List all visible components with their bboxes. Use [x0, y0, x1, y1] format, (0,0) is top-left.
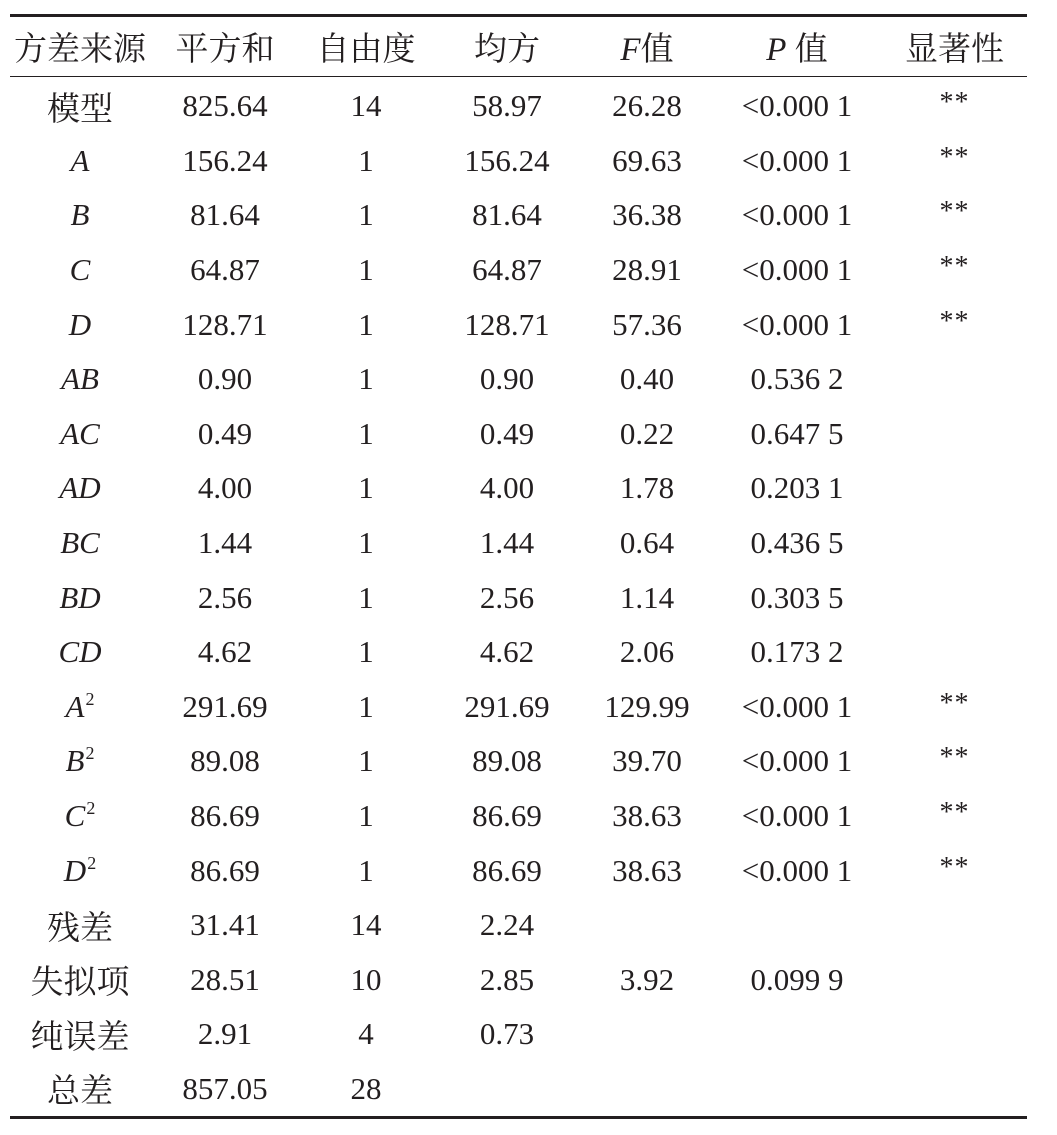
cell-sum-squares-text: 89.08 — [190, 743, 260, 779]
cell-significance — [882, 77, 1027, 134]
table-row — [10, 843, 1027, 898]
cell-df-text: 1 — [358, 743, 374, 779]
source-superscript: 2 — [85, 688, 95, 709]
cell-significance — [882, 734, 1027, 789]
cell-df-text: 28 — [350, 1070, 382, 1106]
cell-df-text: 1 — [358, 579, 374, 615]
cell-mean-square — [432, 680, 582, 735]
cell-p-value-text: 0.203 1 — [750, 470, 844, 506]
source-superscript: 2 — [87, 852, 97, 873]
cell-sum-squares — [150, 843, 300, 898]
cell-f-value-text: 0.22 — [619, 415, 675, 451]
cell-df — [300, 789, 432, 844]
cell-significance-text: ** — [939, 251, 970, 283]
cell-df-text: 1 — [358, 306, 374, 342]
cell-sum-squares-text: 0.90 — [197, 361, 253, 397]
cell-sum-squares — [150, 734, 300, 789]
cell-sum-squares — [150, 1062, 300, 1118]
source-label: 纯误差 — [30, 1019, 130, 1056]
cell-p-value-text: <0.000 1 — [741, 88, 853, 124]
header-f-letter: F — [620, 32, 641, 68]
cell-f-value — [582, 625, 712, 680]
cell-df — [300, 734, 432, 789]
cell-p-value — [712, 77, 882, 134]
header-sum-squares: 平方和 — [175, 32, 275, 68]
cell-df-text: 1 — [358, 798, 374, 834]
cell-df — [300, 134, 432, 189]
cell-mean-square-text: 0.49 — [479, 415, 535, 451]
source-label: BC — [60, 525, 100, 561]
table-row — [10, 516, 1027, 571]
cell-p-value — [712, 461, 882, 516]
cell-df — [300, 570, 432, 625]
cell-p-value-text: 0.536 2 — [750, 361, 844, 397]
header-p-word: 值 — [794, 32, 828, 68]
cell-mean-square-text: 156.24 — [464, 142, 550, 178]
cell-significance — [882, 516, 1027, 571]
cell-p-value-text: <0.000 1 — [741, 743, 853, 779]
cell-source — [10, 1007, 150, 1062]
table-row — [10, 1007, 1027, 1062]
cell-p-value-text: <0.000 1 — [741, 852, 853, 888]
cell-f-value — [582, 297, 712, 352]
cell-mean-square — [432, 789, 582, 844]
cell-mean-square-text: 2.56 — [479, 579, 535, 615]
cell-f-value-text: 38.63 — [612, 798, 682, 834]
cell-p-value — [712, 134, 882, 189]
cell-f-value-text: 129.99 — [604, 688, 690, 724]
cell-p-value — [712, 1007, 882, 1062]
cell-p-value — [712, 734, 882, 789]
cell-source — [10, 680, 150, 735]
cell-df — [300, 843, 432, 898]
cell-sum-squares-text: 86.69 — [190, 852, 260, 888]
cell-sum-squares — [150, 953, 300, 1008]
table-row — [10, 243, 1027, 298]
cell-significance-text: ** — [939, 305, 970, 337]
cell-mean-square — [432, 188, 582, 243]
table-row — [10, 297, 1027, 352]
cell-p-value-text: 0.436 5 — [750, 525, 844, 561]
cell-significance — [882, 297, 1027, 352]
table-body — [10, 77, 1027, 1118]
cell-p-value — [712, 625, 882, 680]
cell-significance — [882, 570, 1027, 625]
cell-df — [300, 461, 432, 516]
table-row — [10, 352, 1027, 407]
cell-f-value — [582, 243, 712, 298]
header-p-letter: P — [766, 32, 787, 68]
cell-sum-squares — [150, 1007, 300, 1062]
cell-df — [300, 1062, 432, 1118]
cell-p-value — [712, 953, 882, 1008]
cell-sum-squares — [150, 188, 300, 243]
cell-significance-text: ** — [939, 742, 970, 774]
cell-p-value — [712, 407, 882, 462]
cell-significance — [882, 134, 1027, 189]
source-label: D — [68, 306, 92, 342]
cell-f-value — [582, 1007, 712, 1062]
cell-significance-text: ** — [939, 797, 970, 829]
cell-mean-square — [432, 516, 582, 571]
header-source: 方差来源 — [14, 32, 146, 68]
cell-mean-square — [432, 461, 582, 516]
cell-source — [10, 297, 150, 352]
table-row — [10, 77, 1027, 134]
source-label: 失拟项 — [30, 965, 130, 1002]
cell-sum-squares-text: 81.64 — [190, 197, 260, 233]
cell-source — [10, 134, 150, 189]
cell-source — [10, 625, 150, 680]
cell-source — [10, 77, 150, 134]
cell-mean-square — [432, 134, 582, 189]
cell-p-value-text: <0.000 1 — [741, 142, 853, 178]
source-superscript: 2 — [86, 798, 96, 819]
cell-significance — [882, 352, 1027, 407]
source-label: A — [65, 688, 85, 724]
table-row — [10, 407, 1027, 462]
cell-df-text: 14 — [350, 907, 382, 943]
cell-significance — [882, 625, 1027, 680]
table-header — [10, 16, 1027, 77]
source-label: B — [70, 197, 90, 233]
cell-source — [10, 843, 150, 898]
source-label: AB — [61, 361, 99, 397]
header-mean-square: 均方 — [474, 32, 540, 68]
cell-sum-squares — [150, 77, 300, 134]
cell-source — [10, 188, 150, 243]
cell-f-value-text: 1.14 — [619, 579, 675, 615]
cell-sum-squares-text: 825.64 — [182, 88, 268, 124]
cell-sum-squares — [150, 297, 300, 352]
cell-mean-square — [432, 898, 582, 953]
cell-p-value-text: 0.303 5 — [750, 579, 844, 615]
cell-mean-square-text: 86.69 — [472, 852, 542, 888]
cell-f-value-text: 1.78 — [619, 470, 675, 506]
cell-significance — [882, 898, 1027, 953]
cell-p-value — [712, 789, 882, 844]
cell-df-text: 14 — [350, 88, 382, 124]
cell-f-value — [582, 134, 712, 189]
cell-f-value-text: 57.36 — [612, 306, 682, 342]
cell-sum-squares-text: 2.91 — [197, 1016, 253, 1052]
source-label: C — [64, 798, 86, 834]
cell-source — [10, 898, 150, 953]
source-superscript: 2 — [85, 743, 95, 764]
cell-p-value-text: <0.000 1 — [741, 306, 853, 342]
cell-f-value-text: 26.28 — [612, 88, 682, 124]
cell-mean-square-text: 291.69 — [464, 688, 550, 724]
cell-f-value — [582, 898, 712, 953]
source-label: 总差 — [47, 1074, 113, 1111]
cell-significance — [882, 188, 1027, 243]
cell-f-value — [582, 843, 712, 898]
cell-f-value — [582, 789, 712, 844]
cell-p-value-text: <0.000 1 — [741, 197, 853, 233]
cell-significance — [882, 953, 1027, 1008]
cell-sum-squares-text: 0.49 — [197, 415, 253, 451]
cell-df-text: 10 — [350, 961, 382, 997]
cell-sum-squares — [150, 625, 300, 680]
source-label: AC — [60, 415, 100, 451]
cell-sum-squares — [150, 407, 300, 462]
cell-mean-square — [432, 243, 582, 298]
cell-f-value-text: 36.38 — [612, 197, 682, 233]
cell-f-value — [582, 953, 712, 1008]
cell-mean-square-text: 128.71 — [464, 306, 550, 342]
cell-sum-squares-text: 4.00 — [197, 470, 253, 506]
cell-sum-squares — [150, 680, 300, 735]
cell-source — [10, 407, 150, 462]
cell-sum-squares — [150, 898, 300, 953]
cell-sum-squares — [150, 516, 300, 571]
cell-mean-square-text: 86.69 — [472, 798, 542, 834]
cell-f-value — [582, 570, 712, 625]
cell-df — [300, 516, 432, 571]
cell-df-text: 1 — [358, 852, 374, 888]
cell-f-value-text: 69.63 — [612, 142, 682, 178]
cell-p-value-text: 0.647 5 — [750, 415, 844, 451]
cell-df — [300, 407, 432, 462]
cell-p-value — [712, 516, 882, 571]
cell-df — [300, 953, 432, 1008]
cell-p-value-text: <0.000 1 — [741, 798, 853, 834]
table-row — [10, 134, 1027, 189]
cell-df-text: 1 — [358, 197, 374, 233]
cell-source — [10, 516, 150, 571]
cell-mean-square — [432, 77, 582, 134]
cell-mean-square-text: 0.90 — [479, 361, 535, 397]
cell-mean-square — [432, 625, 582, 680]
cell-significance — [882, 680, 1027, 735]
cell-df — [300, 77, 432, 134]
cell-df — [300, 680, 432, 735]
cell-p-value — [712, 570, 882, 625]
table-row — [10, 734, 1027, 789]
cell-significance-text: ** — [939, 87, 970, 119]
cell-f-value-text: 28.91 — [612, 252, 682, 288]
header-row — [10, 16, 1027, 77]
table-row — [10, 625, 1027, 680]
cell-mean-square-text: 89.08 — [472, 743, 542, 779]
cell-df-text: 1 — [358, 252, 374, 288]
cell-sum-squares — [150, 570, 300, 625]
cell-mean-square-text: 0.73 — [479, 1016, 535, 1052]
cell-mean-square-text: 4.00 — [479, 470, 535, 506]
cell-mean-square — [432, 953, 582, 1008]
header-f-word: 值 — [640, 32, 674, 68]
cell-p-value — [712, 843, 882, 898]
cell-significance-text: ** — [939, 851, 970, 883]
cell-sum-squares — [150, 243, 300, 298]
cell-sum-squares — [150, 461, 300, 516]
cell-sum-squares-text: 857.05 — [182, 1070, 268, 1106]
cell-mean-square-text: 64.87 — [472, 252, 542, 288]
cell-f-value — [582, 407, 712, 462]
header-p-value — [712, 16, 882, 77]
cell-f-value — [582, 352, 712, 407]
cell-p-value-text: 0.099 9 — [750, 961, 844, 997]
cell-mean-square-text: 2.24 — [479, 907, 535, 943]
cell-f-value-text: 3.92 — [619, 961, 675, 997]
cell-f-value — [582, 734, 712, 789]
table-row — [10, 461, 1027, 516]
cell-source — [10, 1062, 150, 1118]
source-label: B — [65, 743, 85, 779]
header-df: 自由度 — [316, 32, 416, 68]
header-f-value — [582, 16, 712, 77]
cell-mean-square — [432, 1062, 582, 1118]
source-label: CD — [58, 634, 102, 670]
cell-df-text: 1 — [358, 525, 374, 561]
cell-sum-squares — [150, 789, 300, 844]
cell-df-text: 1 — [358, 634, 374, 670]
cell-mean-square — [432, 1007, 582, 1062]
cell-source — [10, 789, 150, 844]
cell-f-value — [582, 1062, 712, 1118]
cell-mean-square — [432, 407, 582, 462]
cell-f-value — [582, 680, 712, 735]
cell-significance-text: ** — [939, 196, 970, 228]
cell-df-text: 1 — [358, 688, 374, 724]
header-significance: 显著性 — [905, 32, 1004, 68]
source-label: 残差 — [47, 910, 113, 947]
cell-source — [10, 734, 150, 789]
cell-f-value-text: 2.06 — [619, 634, 675, 670]
cell-df — [300, 188, 432, 243]
cell-df — [300, 352, 432, 407]
table-row — [10, 898, 1027, 953]
cell-mean-square-text: 58.97 — [472, 88, 542, 124]
cell-df — [300, 297, 432, 352]
cell-mean-square — [432, 734, 582, 789]
cell-p-value — [712, 243, 882, 298]
cell-p-value — [712, 898, 882, 953]
cell-significance-text: ** — [939, 687, 970, 719]
table-row — [10, 1062, 1027, 1118]
cell-source — [10, 243, 150, 298]
cell-p-value-text: <0.000 1 — [741, 688, 853, 724]
cell-p-value — [712, 352, 882, 407]
cell-sum-squares-text: 156.24 — [182, 142, 268, 178]
table-row — [10, 953, 1027, 1008]
cell-mean-square — [432, 352, 582, 407]
table-row — [10, 789, 1027, 844]
cell-significance — [882, 789, 1027, 844]
cell-df-text: 1 — [358, 361, 374, 397]
cell-source — [10, 953, 150, 1008]
cell-f-value — [582, 461, 712, 516]
cell-mean-square-text: 4.62 — [479, 634, 535, 670]
cell-df-text: 1 — [358, 142, 374, 178]
cell-f-value — [582, 188, 712, 243]
cell-mean-square-text: 1.44 — [479, 525, 535, 561]
cell-significance — [882, 1062, 1027, 1118]
source-label: AD — [59, 470, 101, 506]
cell-significance — [882, 843, 1027, 898]
cell-sum-squares-text: 1.44 — [197, 525, 253, 561]
cell-mean-square-text: 81.64 — [472, 197, 542, 233]
cell-f-value-text: 38.63 — [612, 852, 682, 888]
cell-sum-squares-text: 291.69 — [182, 688, 268, 724]
table-row — [10, 680, 1027, 735]
source-label: D — [63, 852, 87, 888]
cell-mean-square — [432, 297, 582, 352]
cell-significance — [882, 243, 1027, 298]
cell-mean-square — [432, 570, 582, 625]
cell-source — [10, 352, 150, 407]
cell-mean-square — [432, 843, 582, 898]
table-row — [10, 570, 1027, 625]
cell-source — [10, 570, 150, 625]
source-label: BD — [59, 579, 101, 615]
cell-p-value-text: 0.173 2 — [750, 634, 844, 670]
cell-df — [300, 1007, 432, 1062]
cell-p-value — [712, 188, 882, 243]
cell-p-value — [712, 1062, 882, 1118]
cell-mean-square-text: 2.85 — [479, 961, 535, 997]
table-row — [10, 188, 1027, 243]
cell-df-text: 4 — [358, 1016, 374, 1052]
cell-sum-squares-text: 86.69 — [190, 798, 260, 834]
source-label: A — [70, 142, 90, 178]
cell-df — [300, 625, 432, 680]
cell-sum-squares-text: 4.62 — [197, 634, 253, 670]
cell-sum-squares-text: 28.51 — [190, 961, 260, 997]
cell-f-value-text: 39.70 — [612, 743, 682, 779]
cell-source — [10, 461, 150, 516]
cell-df-text: 1 — [358, 470, 374, 506]
cell-sum-squares-text: 31.41 — [190, 907, 260, 943]
cell-sum-squares-text: 2.56 — [197, 579, 253, 615]
cell-p-value — [712, 297, 882, 352]
cell-sum-squares — [150, 134, 300, 189]
cell-f-value-text: 0.40 — [619, 361, 675, 397]
source-label: 模型 — [47, 91, 113, 128]
cell-p-value — [712, 680, 882, 735]
cell-sum-squares — [150, 352, 300, 407]
cell-sum-squares-text: 64.87 — [190, 252, 260, 288]
anova-table — [10, 14, 1027, 1119]
cell-significance — [882, 461, 1027, 516]
cell-significance — [882, 1007, 1027, 1062]
cell-df — [300, 243, 432, 298]
cell-f-value — [582, 77, 712, 134]
cell-df-text: 1 — [358, 415, 374, 451]
cell-significance-text: ** — [939, 141, 970, 173]
source-label: C — [69, 252, 91, 288]
cell-significance — [882, 407, 1027, 462]
cell-df — [300, 898, 432, 953]
cell-f-value — [582, 516, 712, 571]
cell-f-value-text: 0.64 — [619, 525, 675, 561]
cell-sum-squares-text: 128.71 — [182, 306, 268, 342]
cell-p-value-text: <0.000 1 — [741, 252, 853, 288]
